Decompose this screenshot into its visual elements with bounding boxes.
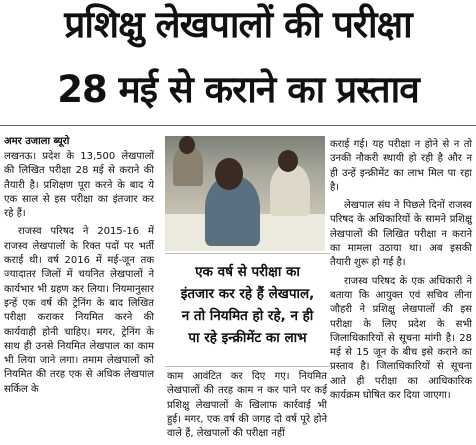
photo-person-back bbox=[270, 164, 310, 216]
news-photo bbox=[165, 136, 325, 251]
headline-line-1: प्रशिक्षु लेखपालों की परीक्षा bbox=[64, 3, 412, 46]
photo-head-front bbox=[215, 158, 243, 190]
middle-paragraph-1: काम आवंटित कर दिए गए। नियमित लेखपालों की तरह काम न कर पाने पर कई प्रशिक्षु लेखपालों के खिलाफ कार्रवाई भी हुई। मगर, एक वर्ष की जगह दो वर्ष पूरे होने वाले हैं, लेखपालों की परीक्षा नहीं bbox=[167, 371, 327, 440]
photo-head-left bbox=[179, 136, 195, 154]
quote-line-2: इंतजार कर रहे हैं लेखपाल, bbox=[180, 286, 315, 302]
headline-divider bbox=[0, 125, 476, 126]
pull-quote bbox=[165, 253, 330, 367]
left-paragraph-1: लखनऊ। प्रदेश के 13,500 लेखपालों की लिखित परीक्षा 28 मई से कराने की तैयारी है। प्रशिक्षण पूरा करने के बाद ये एक साल से इस परीक्षा का इंतजार कर रहे हैं। bbox=[4, 151, 154, 220]
quote-line-3: न तो नियमित हो रहे, न ही bbox=[181, 308, 314, 324]
headline-line-2: 28 मई से कराने का प्रस्ताव bbox=[57, 68, 419, 111]
left-paragraph-2: राजस्व परिषद ने 2015-16 में राजस्व लेखपालों के रिक्त पदों पर भर्ती कराई थी। वर्ष 2016 में मई-जून तक ज्यादातर जिलों में चयनित लेखपालों ने कार्यभार भी ग्रहण कर लिया। नियमानुसार इन्हें एक वर्ष की ट्रेनिंग के बाद लिखित परीक्षा कराकर नियमित करने की कार्यवाही होनी चाहिए। मगर, ट्रेनिंग के साथ ही उनसे नियमित लेखपाल का काम भी लिया जाने लगा। तमाम लेखपालों को नियमित की तरह एक से अधिक लेखपाल सर्किल के bbox=[4, 226, 154, 395]
right-paragraph-3: राजस्व परिषद के एक अधिकारी ने बताया कि आयुक्त एवं सचिव लीना जौहरी ने प्रशिक्षु लेखपालों की इस परीक्षा के लिए प्रदेश के सभी जिलाधिकारियों से सूचना मांगी है। 28 मई से 15 जून के बीच इसे कराने का प्रस्ताव है। जिलाधिकारियों से सूचना आते ही परीक्षा का आधिकारिक कार्यक्रम घोषित कर दिया जाएगा। bbox=[330, 275, 472, 402]
photo-head-back bbox=[278, 150, 298, 172]
byline: अमर उजाला ब्यूरो bbox=[4, 136, 70, 147]
quote-line-4: पा रहे इन्क्रीमेंट का लाभ bbox=[188, 330, 307, 346]
right-paragraph-1: कराई गई। यह परीक्षा न होने से न तो उनकी नौकरी स्थायी हो रही है और न ही उन्हें इन्क्रीमेंट का लाभ मिल पा रहा है। bbox=[330, 139, 472, 193]
quote-line-1: एक वर्ष से परीक्षा का bbox=[195, 264, 300, 280]
middle-column bbox=[167, 370, 327, 445]
left-column bbox=[4, 150, 154, 401]
right-column bbox=[330, 138, 472, 407]
right-paragraph-2: लेखपाल संघ ने पिछले दिनों राजस्व परिषद के अधिकारियों के सामने प्रशिक्षु लेखपालों की लिखित परीक्षा न कराने का मामला उठाया था। अब इसकी तैयारी शुरू हो गई है। bbox=[330, 200, 472, 269]
